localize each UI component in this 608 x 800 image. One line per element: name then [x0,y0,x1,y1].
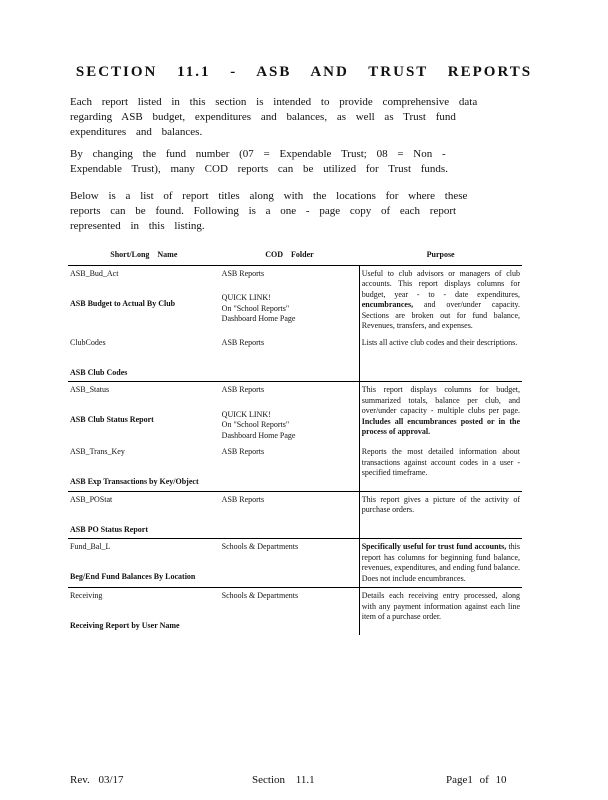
cod-folder: Schools & Departments [221,591,299,600]
purpose-cell [359,539,522,588]
report-short-name: Receiving [70,591,103,600]
cod-folder-cell [220,335,360,382]
report-long-name: Receiving Report by User Name [70,621,180,630]
page-title: SECTION 11.1 - ASB AND TRUST REPORTS [75,64,533,80]
report-short-name: Fund_Bal_L [70,542,111,551]
report-name-cell [68,539,220,588]
quick-link-note: QUICK LINK! On "School Reports" Dashboard Home Page [221,409,296,440]
cod-folder: ASB Reports [221,337,265,347]
cod-folder: ASB Reports [221,494,265,504]
purpose-cell [359,491,522,539]
cod-folder-cell [220,444,360,491]
purpose-text: This report displays columns for budget, summarized totals, balance per club, and over/under capacity - multiple clubs per page. [361,385,520,415]
purpose-text-continued: this report has columns for beginning fund balance, revenues, expenditures, and ending fund balance. Does not include encumbrances. [361,542,520,583]
report-long-name: ASB Club Codes [70,367,128,377]
cod-folder: Schools & Departments [221,542,299,551]
header-purpose: Purpose [359,246,522,265]
table-header-row [68,246,522,265]
fund-number-paragraph: By changing the fund number (07 = Expendable Trust; 08 = Non -Expendable Trust), many COD reports can be utilized for Trust funds. [70,148,448,175]
report-short-name: ASB_Bud_Act [70,268,119,278]
purpose-text: Reports the most detailed information about transactions against account codes in a user - specified timeframe. [361,447,520,477]
quick-link-note: QUICK LINK! On "School Reports" Dashboard Home Page [221,293,296,323]
cod-folder-cell [220,539,360,588]
report-short-name: ASB_Status [70,385,110,394]
report-long-name: ASB Budget to Actual By Club [70,298,176,308]
purpose-text: Useful to club advisors or managers of club accounts. This report displays columns for budget, year - to - date expenditures, [361,268,520,299]
purpose-bold-text: encumbrances, [361,300,414,309]
purpose-bold-text: Specifically useful for trust fund accounts, [361,542,507,551]
purpose-text: Lists all active club codes and their descriptions. [361,337,518,347]
report-long-name: ASB Exp Transactions by Key/Object [70,477,199,486]
purpose-cell [359,265,522,335]
table-row [68,265,522,335]
cod-folder: ASB Reports [221,447,265,456]
purpose-bold-text: Includes all encumbrances posted or in the process of approval. [361,416,520,436]
report-name-cell [68,444,220,491]
purpose-text: This report gives a picture of the activity of purchase orders. [361,494,520,514]
purpose-cell [359,335,522,382]
cod-folder-cell [220,265,360,335]
header-cod-folder: COD Folder [220,246,360,265]
listing-paragraph: Below is a list of report titles along with the locations for where these reports can be found. Following is a one - page copy of each report represented in this listing. [70,190,468,232]
table-row [68,588,522,635]
footer-section: Section 11.1 [252,774,315,786]
report-name-cell [68,382,220,445]
table-row [68,382,522,445]
purpose-cell [359,444,522,491]
footer-revision: Rev. 03/17 [70,774,124,786]
header-short-long-name: Short/Long Name [68,246,220,265]
table-row [68,491,522,539]
reports-table [68,246,522,635]
cod-folder-cell [220,588,360,635]
report-short-name: ASB_Trans_Key [70,447,125,456]
purpose-text: Details each receiving entry processed, along with any payment information against each line item of a purchase order. [361,591,520,621]
footer-page-number: Page1 of 10 [446,774,507,786]
report-long-name: ASB Club Status Report [70,415,154,424]
purpose-cell [359,588,522,635]
cod-folder-cell [220,382,360,445]
table-row [68,539,522,588]
cod-folder-cell [220,491,360,539]
report-name-cell [68,335,220,382]
purpose-cell [359,382,522,445]
table-row [68,444,522,491]
report-name-cell [68,588,220,635]
report-short-name: ASB_POStat [70,494,113,504]
report-short-name: ClubCodes [70,337,106,347]
purpose-text-continued: and over/under capacity. Sections are broken out for fund balance, Revenues, transfers, and expenses. [361,300,520,330]
cod-folder: ASB Reports [221,385,265,394]
intro-paragraph: Each report listed in this section is intended to provide comprehensive data regarding ASB budget, expenditures and balances, as well as Trust fund expenditures and balances. [70,96,478,138]
report-long-name: ASB PO Status Report [70,524,149,534]
cod-folder: ASB Reports [221,268,265,278]
report-name-cell [68,491,220,539]
report-name-cell [68,265,220,335]
report-long-name: Beg/End Fund Balances By Location [70,572,196,581]
table-row [68,335,522,382]
